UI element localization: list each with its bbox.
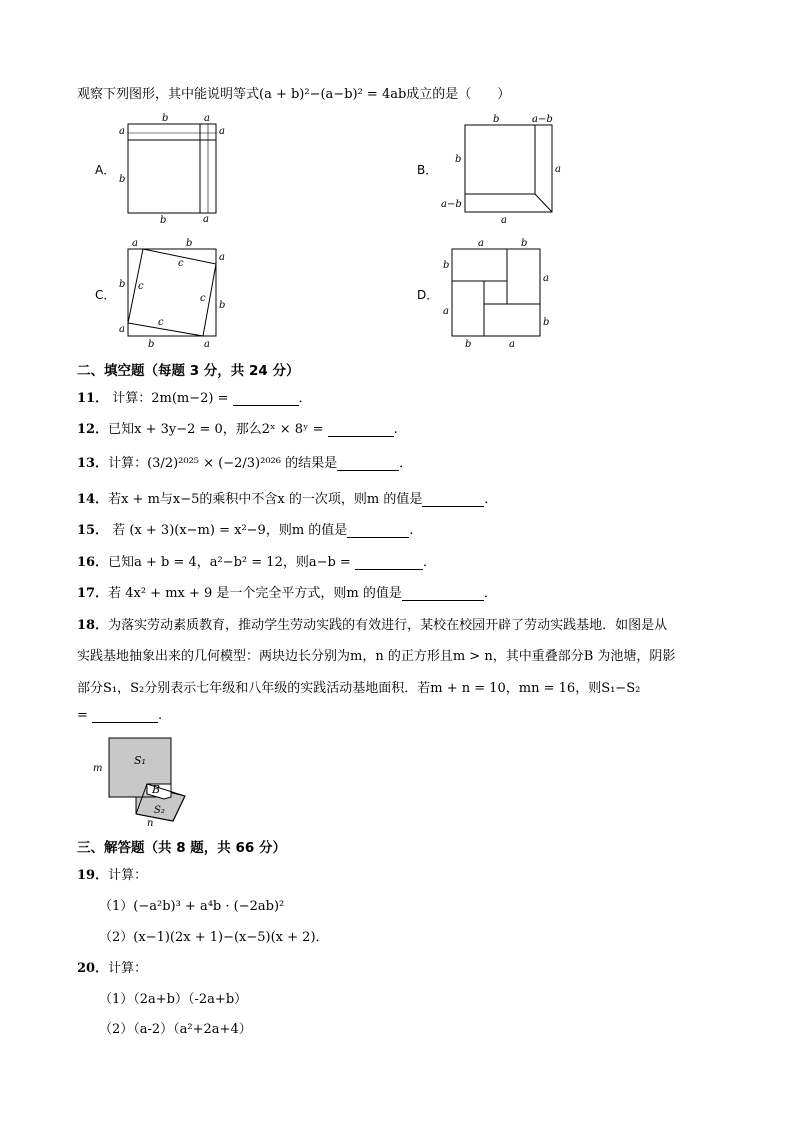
question-15 bbox=[77, 519, 413, 538]
q11-text: 计算：2m(m−2) = bbox=[108, 391, 233, 406]
q12-end: . bbox=[393, 422, 398, 437]
fig-d-right1: a bbox=[543, 273, 549, 284]
fig-a-bottom: b bbox=[160, 215, 167, 226]
q15-answer-blank[interactable] bbox=[347, 525, 409, 538]
q18-answer-blank[interactable] bbox=[92, 710, 158, 723]
fig-c-left2: a bbox=[119, 324, 125, 335]
option-b-label: B． bbox=[417, 163, 438, 177]
fig-c-top1: a bbox=[132, 238, 138, 249]
fig-c-inner1: c bbox=[178, 258, 184, 269]
fig-c-left1: b bbox=[119, 279, 126, 290]
q18-text-3: 部分S₁，S₂分别表示七年级和八年级的实践活动基地面积．若m + n = 10，mn = 16，则S₁−S₂ bbox=[77, 681, 641, 696]
fig-b-top2: a−b bbox=[532, 114, 553, 125]
q17-text: 若 4x² + mx + 9 是一个完全平方式，则m 的值是 bbox=[108, 586, 402, 601]
fig-a-top2: a bbox=[204, 113, 210, 124]
question-11 bbox=[77, 387, 312, 406]
q11-number: 11． bbox=[77, 391, 109, 406]
q20-part1: （1）（2a+b）（-2a+b） bbox=[99, 992, 248, 1007]
q18-text-2: 实践基地抽象出来的几何模型：两块边长分别为m，n 的正方形且m > n，其中重叠部分B 为池塘，阴影 bbox=[77, 649, 676, 664]
q19-part1: （1）(−a²b)³ + a⁴b · (−2ab)² bbox=[99, 899, 285, 914]
fig-c-right2: b bbox=[219, 300, 226, 311]
q17-end: ． bbox=[483, 586, 497, 601]
q18-number: 18． bbox=[77, 618, 109, 633]
q20-number: 20． bbox=[77, 961, 109, 976]
fig-c-bottom1: b bbox=[148, 339, 155, 350]
q14-text: 若x + m与x−5的乘积中不含x 的一次项，则m 的值是 bbox=[108, 492, 423, 507]
q17-answer-blank[interactable] bbox=[402, 588, 484, 601]
q12-text: 已知x + 3y−2 = 0，那么2ˣ × 8ʸ = bbox=[108, 422, 328, 437]
fig-a-left2: b bbox=[119, 174, 126, 185]
q11-end: ． bbox=[298, 391, 312, 406]
q18-fig-m: m bbox=[93, 763, 103, 774]
q16-end: ． bbox=[422, 555, 436, 570]
question-14 bbox=[77, 488, 497, 507]
fig-d-left2: a bbox=[443, 306, 449, 317]
q18-end: . bbox=[158, 708, 163, 723]
fig-b-top: b bbox=[493, 114, 500, 125]
q14-number: 14． bbox=[77, 492, 109, 507]
q18-figure bbox=[90, 733, 200, 828]
q18-text-1: 为落实劳动素质教育，推动学生劳动实践的有效进行，某校在校园开辟了劳动实践基地．如图是从 bbox=[108, 618, 668, 633]
fig-c-inner2: c bbox=[138, 281, 144, 292]
q20-title: 计算： bbox=[108, 961, 148, 976]
figure-b bbox=[417, 110, 577, 225]
question-18-line1 bbox=[77, 614, 667, 633]
q15-text: 若 (x + 3)(x−m) = x²−9，则m 的值是 bbox=[108, 523, 348, 538]
q13-end: ． bbox=[399, 456, 413, 471]
q18-fig-b: B bbox=[152, 783, 161, 796]
option-c-label: C． bbox=[95, 288, 116, 302]
q20-part2: （2）（a-2）（a²+2a+4） bbox=[99, 1022, 252, 1037]
option-a-label: A． bbox=[95, 163, 116, 177]
q19-number: 19． bbox=[77, 868, 109, 883]
fig-c-bottom2: a bbox=[204, 339, 210, 350]
fig-d-top1: a bbox=[478, 238, 484, 249]
question-19 bbox=[77, 864, 147, 883]
question-20 bbox=[77, 957, 147, 976]
fig-c-top2: b bbox=[186, 238, 193, 249]
q16-number: 16． bbox=[77, 555, 109, 570]
fig-a-top: b bbox=[162, 113, 169, 124]
q12-answer-blank[interactable] bbox=[328, 424, 394, 437]
q13-number: 13． bbox=[77, 456, 109, 471]
fig-a-bottom2: a bbox=[203, 214, 209, 225]
fig-a-right: a bbox=[219, 126, 225, 137]
q19-title: 计算： bbox=[108, 868, 148, 883]
q19-part2: （2）(x−1)(2x + 1)−(x−5)(x + 2)． bbox=[99, 930, 329, 945]
question-16 bbox=[77, 551, 436, 570]
q13-answer-blank[interactable] bbox=[337, 458, 399, 471]
q10-stem: 观察下列图形，其中能说明等式(a + b)²−(a−b)² = 4ab成立的是（ ） bbox=[77, 87, 511, 102]
fig-c-inner3: c bbox=[200, 293, 206, 304]
q15-number: 15． bbox=[77, 523, 109, 538]
fig-d-bottom2: a bbox=[509, 339, 515, 350]
q16-text: 已知a + b = 4，a²−b² = 12，则a−b = bbox=[108, 555, 355, 570]
fig-d-top2: b bbox=[521, 238, 528, 249]
fig-d-left1: b bbox=[443, 260, 450, 271]
section-3-heading: 三、解答题（共 8 题，共 66 分） bbox=[77, 840, 286, 856]
q14-answer-blank[interactable] bbox=[422, 494, 484, 507]
fig-b-left2: a−b bbox=[441, 199, 462, 210]
q15-end: . bbox=[409, 523, 414, 538]
question-18-line4 bbox=[77, 708, 162, 723]
question-13 bbox=[77, 452, 412, 471]
q18-fig-s2: S₂ bbox=[154, 805, 165, 816]
question-17 bbox=[77, 582, 497, 601]
fig-c-right1: a bbox=[219, 252, 225, 263]
q16-answer-blank[interactable] bbox=[355, 557, 423, 570]
fig-b-bottom: a bbox=[501, 215, 507, 226]
fig-a-left1: a bbox=[119, 126, 125, 137]
q13-text: 计算：(3/2)²⁰²⁵ × (−2/3)²⁰²⁶ 的结果是 bbox=[108, 456, 338, 471]
q18-fig-n: n bbox=[147, 818, 154, 829]
fig-d-bottom1: b bbox=[465, 339, 472, 350]
q17-number: 17． bbox=[77, 586, 109, 601]
section-2-heading: 二、填空题（每题 3 分，共 24 分） bbox=[77, 363, 300, 379]
option-d-label: D． bbox=[417, 288, 439, 302]
q12-number: 12． bbox=[77, 422, 109, 437]
fig-b-left: b bbox=[455, 154, 462, 165]
q14-end: ． bbox=[484, 492, 498, 507]
fig-c-inner4: c bbox=[158, 317, 164, 328]
q18-text-4: = bbox=[77, 708, 93, 723]
q18-fig-s1: S₁ bbox=[134, 754, 146, 767]
fig-b-right: a bbox=[555, 164, 561, 175]
fig-d-right2: b bbox=[543, 317, 550, 328]
q11-answer-blank[interactable] bbox=[233, 393, 299, 406]
figure-d bbox=[417, 235, 577, 350]
question-12 bbox=[77, 418, 398, 437]
figure-a bbox=[90, 110, 240, 225]
figure-c bbox=[90, 235, 240, 350]
